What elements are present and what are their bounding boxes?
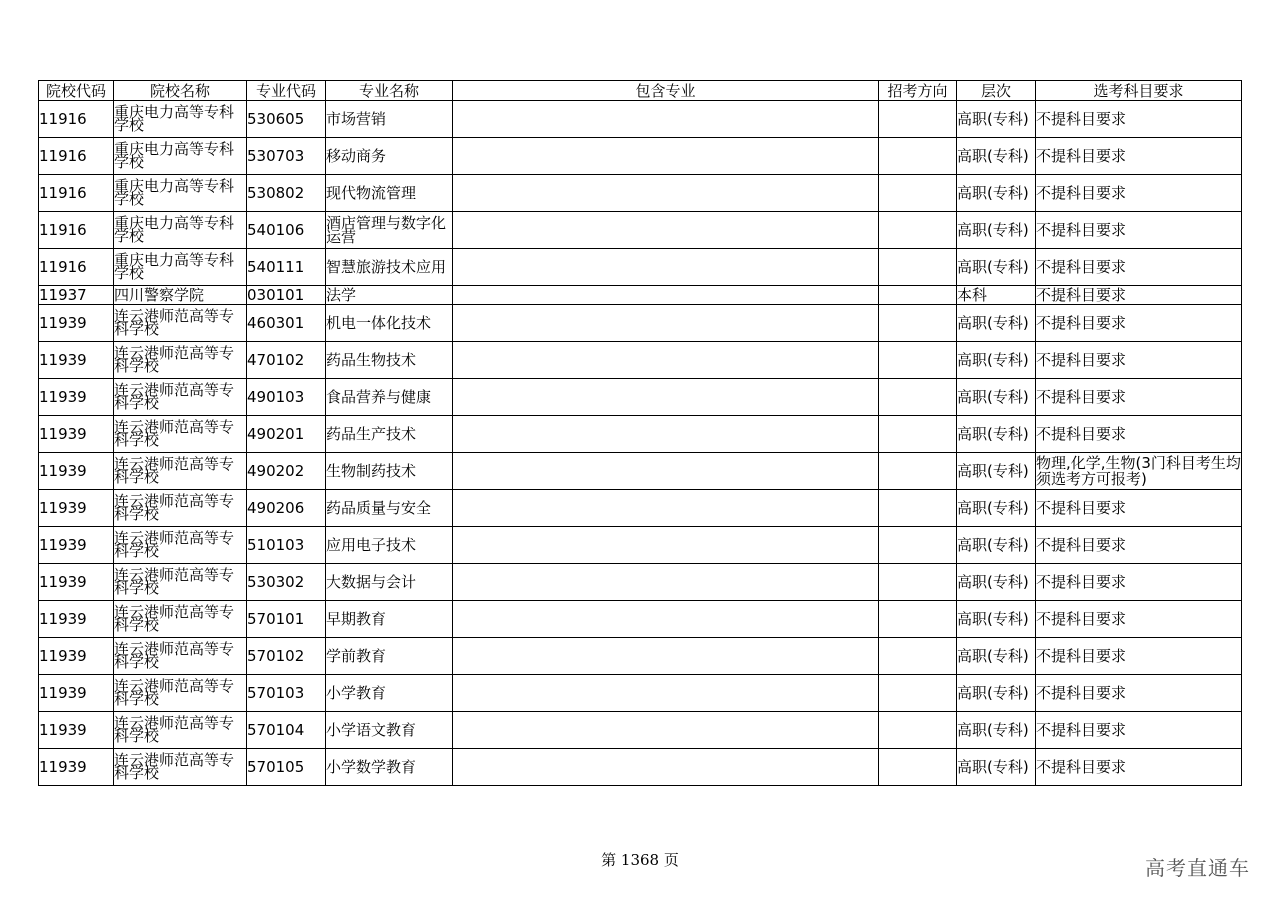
table-row	[39, 379, 1242, 416]
major-name-cell: 小学语文教育	[326, 712, 453, 749]
major-name-cell: 市场营销	[326, 101, 453, 138]
included-majors-cell	[453, 379, 879, 416]
admissions-table	[38, 80, 1242, 786]
table-row	[39, 305, 1242, 342]
school-code-cell: 11939	[39, 379, 114, 416]
major-name-cell: 现代物流管理	[326, 175, 453, 212]
school-name-cell: 连云港师范高等专科学校	[114, 342, 247, 379]
school-name-cell: 连云港师范高等专科学校	[114, 675, 247, 712]
subject-requirement-cell: 物理,化学,生物(3门科目考生均须选考方可报考)	[1036, 454, 1241, 488]
major-name-cell: 应用电子技术	[326, 527, 453, 564]
school-name-cell: 四川警察学院	[114, 286, 247, 305]
major-name-cell: 食品营养与健康	[326, 379, 453, 416]
school-name-cell: 连云港师范高等专科学校	[114, 638, 247, 675]
level-cell: 高职(专科)	[957, 527, 1036, 564]
major-name-cell: 小学教育	[326, 675, 453, 712]
level-cell: 高职(专科)	[957, 138, 1036, 175]
included-majors-cell	[453, 453, 879, 490]
major-code-cell: 460301	[247, 305, 326, 342]
header-school-code: 院校代码	[39, 81, 114, 101]
table-row	[39, 527, 1242, 564]
header-level: 层次	[957, 81, 1036, 101]
watermark: 高考直通车	[1145, 856, 1250, 880]
direction-cell	[879, 138, 957, 175]
direction-cell	[879, 416, 957, 453]
direction-cell	[879, 601, 957, 638]
included-majors-cell	[453, 564, 879, 601]
subject-requirement-cell: 不提科目要求	[1036, 138, 1242, 175]
level-cell: 高职(专科)	[957, 416, 1036, 453]
major-code-cell: 570105	[247, 749, 326, 786]
table-row	[39, 249, 1242, 286]
subject-requirement-cell: 不提科目要求	[1036, 342, 1242, 379]
subject-requirement-cell: 不提科目要求	[1036, 379, 1242, 416]
major-code-cell: 540106	[247, 212, 326, 249]
school-code-cell: 11939	[39, 342, 114, 379]
school-code-cell: 11939	[39, 453, 114, 490]
school-name-cell: 连云港师范高等专科学校	[114, 527, 247, 564]
included-majors-cell	[453, 212, 879, 249]
major-code-cell: 570102	[247, 638, 326, 675]
direction-cell	[879, 249, 957, 286]
major-code-cell: 570104	[247, 712, 326, 749]
major-name-cell: 法学	[326, 286, 453, 305]
header-direction: 招考方向	[879, 81, 957, 101]
school-name-cell: 连云港师范高等专科学校	[114, 453, 247, 490]
major-name-cell: 移动商务	[326, 138, 453, 175]
major-name-cell: 药品生物技术	[326, 342, 453, 379]
header-subject-requirement: 选考科目要求	[1036, 81, 1242, 101]
major-name-cell: 生物制药技术	[326, 453, 453, 490]
level-cell: 高职(专科)	[957, 305, 1036, 342]
major-code-cell: 540111	[247, 249, 326, 286]
included-majors-cell	[453, 749, 879, 786]
school-code-cell: 11916	[39, 212, 114, 249]
subject-requirement-cell: 不提科目要求	[1036, 286, 1242, 305]
direction-cell	[879, 712, 957, 749]
level-cell: 高职(专科)	[957, 749, 1036, 786]
level-cell: 高职(专科)	[957, 453, 1036, 490]
school-code-cell: 11916	[39, 249, 114, 286]
major-code-cell: 530302	[247, 564, 326, 601]
level-cell: 高职(专科)	[957, 564, 1036, 601]
table-row	[39, 416, 1242, 453]
school-name-cell: 重庆电力高等专科学校	[114, 101, 247, 138]
school-name-cell: 连云港师范高等专科学校	[114, 416, 247, 453]
school-name-cell: 重庆电力高等专科学校	[114, 249, 247, 286]
major-name-cell: 药品生产技术	[326, 416, 453, 453]
table-row	[39, 212, 1242, 249]
subject-requirement-cell: 不提科目要求	[1036, 527, 1242, 564]
major-name-cell: 小学数学教育	[326, 749, 453, 786]
major-code-cell: 530703	[247, 138, 326, 175]
school-name-cell: 重庆电力高等专科学校	[114, 175, 247, 212]
direction-cell	[879, 305, 957, 342]
page-number: 第 1368 页	[601, 851, 679, 869]
included-majors-cell	[453, 490, 879, 527]
included-majors-cell	[453, 675, 879, 712]
major-code-cell: 530605	[247, 101, 326, 138]
major-code-cell: 490202	[247, 453, 326, 490]
level-cell: 高职(专科)	[957, 379, 1036, 416]
direction-cell	[879, 638, 957, 675]
subject-requirement-cell: 不提科目要求	[1036, 249, 1242, 286]
major-code-cell: 490201	[247, 416, 326, 453]
direction-cell	[879, 342, 957, 379]
table-row	[39, 138, 1242, 175]
school-name-cell: 连云港师范高等专科学校	[114, 305, 247, 342]
subject-requirement-cell: 不提科目要求	[1036, 212, 1242, 249]
school-code-cell: 11939	[39, 416, 114, 453]
table-row	[39, 712, 1242, 749]
school-code-cell: 11916	[39, 138, 114, 175]
table-row	[39, 101, 1242, 138]
school-code-cell: 11939	[39, 749, 114, 786]
school-name-cell: 连云港师范高等专科学校	[114, 379, 247, 416]
direction-cell	[879, 175, 957, 212]
direction-cell	[879, 453, 957, 490]
direction-cell	[879, 286, 957, 305]
level-cell: 高职(专科)	[957, 601, 1036, 638]
included-majors-cell	[453, 601, 879, 638]
major-code-cell: 470102	[247, 342, 326, 379]
school-code-cell: 11939	[39, 564, 114, 601]
included-majors-cell	[453, 342, 879, 379]
school-name-cell: 连云港师范高等专科学校	[114, 601, 247, 638]
table-row	[39, 342, 1242, 379]
level-cell: 高职(专科)	[957, 490, 1036, 527]
school-code-cell: 11937	[39, 286, 114, 305]
major-name-cell: 酒店管理与数字化运营	[326, 212, 453, 249]
direction-cell	[879, 749, 957, 786]
school-code-cell: 11939	[39, 601, 114, 638]
major-name-cell: 学前教育	[326, 638, 453, 675]
direction-cell	[879, 675, 957, 712]
header-included-majors: 包含专业	[453, 81, 879, 101]
level-cell: 高职(专科)	[957, 712, 1036, 749]
included-majors-cell	[453, 712, 879, 749]
table-header-row	[39, 81, 1242, 101]
subject-requirement-cell: 不提科目要求	[1036, 749, 1242, 786]
included-majors-cell	[453, 175, 879, 212]
level-cell: 高职(专科)	[957, 638, 1036, 675]
header-school-name: 院校名称	[114, 81, 247, 101]
school-code-cell: 11939	[39, 712, 114, 749]
table-row	[39, 638, 1242, 675]
table-row	[39, 749, 1242, 786]
level-cell: 高职(专科)	[957, 249, 1036, 286]
school-code-cell: 11939	[39, 490, 114, 527]
included-majors-cell	[453, 527, 879, 564]
school-name-cell: 连云港师范高等专科学校	[114, 712, 247, 749]
school-code-cell: 11916	[39, 101, 114, 138]
included-majors-cell	[453, 138, 879, 175]
major-name-cell: 药品质量与安全	[326, 490, 453, 527]
header-major-code: 专业代码	[247, 81, 326, 101]
school-name-cell: 连云港师范高等专科学校	[114, 490, 247, 527]
major-name-cell: 机电一体化技术	[326, 305, 453, 342]
school-code-cell: 11939	[39, 675, 114, 712]
school-name-cell: 重庆电力高等专科学校	[114, 212, 247, 249]
school-name-cell: 重庆电力高等专科学校	[114, 138, 247, 175]
level-cell: 高职(专科)	[957, 175, 1036, 212]
major-code-cell: 570101	[247, 601, 326, 638]
included-majors-cell	[453, 305, 879, 342]
subject-requirement-cell: 不提科目要求	[1036, 101, 1242, 138]
table-row	[39, 286, 1242, 305]
included-majors-cell	[453, 101, 879, 138]
subject-requirement-cell: 不提科目要求	[1036, 564, 1242, 601]
major-name-cell: 智慧旅游技术应用	[326, 249, 453, 286]
major-code-cell: 490103	[247, 379, 326, 416]
included-majors-cell	[453, 249, 879, 286]
subject-requirement-cell: 不提科目要求	[1036, 712, 1242, 749]
major-code-cell: 030101	[247, 286, 326, 305]
level-cell: 高职(专科)	[957, 101, 1036, 138]
major-code-cell: 530802	[247, 175, 326, 212]
school-code-cell: 11916	[39, 175, 114, 212]
school-name-cell: 连云港师范高等专科学校	[114, 749, 247, 786]
table-row	[39, 564, 1242, 601]
level-cell: 高职(专科)	[957, 342, 1036, 379]
direction-cell	[879, 212, 957, 249]
major-code-cell: 570103	[247, 675, 326, 712]
major-code-cell: 490206	[247, 490, 326, 527]
included-majors-cell	[453, 638, 879, 675]
table-row	[39, 490, 1242, 527]
included-majors-cell	[453, 286, 879, 305]
major-name-cell: 大数据与会计	[326, 564, 453, 601]
subject-requirement-cell: 不提科目要求	[1036, 490, 1242, 527]
table-row	[39, 175, 1242, 212]
header-major-name: 专业名称	[326, 81, 453, 101]
direction-cell	[879, 564, 957, 601]
table-row	[39, 601, 1242, 638]
level-cell: 高职(专科)	[957, 212, 1036, 249]
school-name-cell: 连云港师范高等专科学校	[114, 564, 247, 601]
school-code-cell: 11939	[39, 527, 114, 564]
subject-requirement-cell: 不提科目要求	[1036, 638, 1242, 675]
subject-requirement-cell: 不提科目要求	[1036, 416, 1242, 453]
table-row	[39, 453, 1242, 490]
school-code-cell: 11939	[39, 638, 114, 675]
school-code-cell: 11939	[39, 305, 114, 342]
major-name-cell: 早期教育	[326, 601, 453, 638]
direction-cell	[879, 379, 957, 416]
level-cell: 本科	[957, 286, 1036, 305]
subject-requirement-cell: 不提科目要求	[1036, 675, 1242, 712]
subject-requirement-cell: 不提科目要求	[1036, 305, 1242, 342]
subject-requirement-cell: 不提科目要求	[1036, 601, 1242, 638]
major-code-cell: 510103	[247, 527, 326, 564]
level-cell: 高职(专科)	[957, 675, 1036, 712]
subject-requirement-cell: 不提科目要求	[1036, 175, 1242, 212]
direction-cell	[879, 527, 957, 564]
direction-cell	[879, 490, 957, 527]
table-row	[39, 675, 1242, 712]
included-majors-cell	[453, 416, 879, 453]
direction-cell	[879, 101, 957, 138]
